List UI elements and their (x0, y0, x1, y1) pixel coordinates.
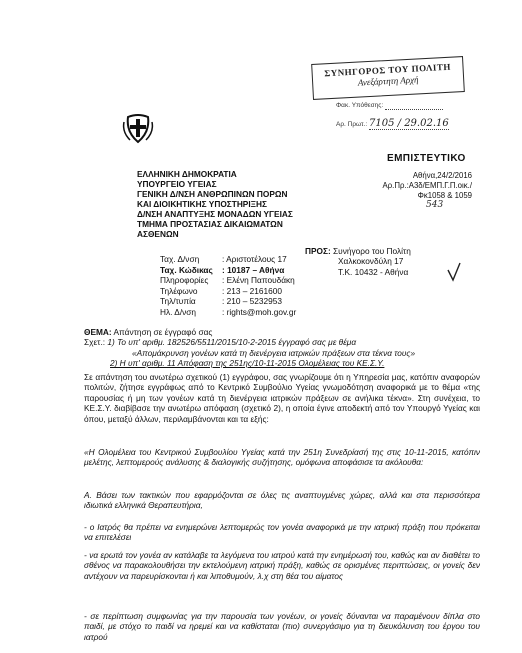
contact-value: : rights@moh.gov.gr (222, 306, 297, 317)
received-stamp (311, 56, 465, 100)
recipient-street: Χαλκοκονδύλη 17 (338, 256, 404, 267)
contact-label: Τηλέφωνο (160, 285, 198, 296)
contact-value: : 10187 – Αθήνα (222, 264, 285, 275)
reference-2: 2) Η υπ' αριθμ. 11 Απόφαση της 251ης/10-11-2015 Ολομέλειας του ΚΕ.Σ.Υ. (110, 358, 385, 369)
stamp-subtitle: Ανεξάρτητη Αρχή (357, 74, 419, 88)
contact-row (160, 296, 296, 307)
contact-value: : Ελένη Παπουδάκη (222, 275, 295, 286)
recipient-name: Συνήγορο του Πολίτη (333, 246, 411, 256)
contact-row (160, 265, 296, 276)
sender-line: ΑΣΘΕΝΩΝ (137, 229, 179, 239)
decision-bullet: - να ερωτά τον γονέα αν κατάλαβε τα λεγόμενα του ιατρού κατά την ενημέρωσή του, καθώς και αν διαθέτει το σθένος να παρακολουθήσει την εκτελούμενη ιατρική πράξη, καθώς σε ορισμένες περιπτώσεις, οι γονείς δεν αντέχουν να παρευρίσκονται ή και λιποθυμούν, λ.χ στη θέα του αίματος (84, 550, 480, 581)
contact-value: : 210 – 5232953 (222, 296, 282, 307)
stamp-protocol-row (336, 118, 449, 130)
stamp-title: ΣΥΝΗΓΟΡΟΣ ΤΟΥ ΠΟΛΙΤΗ (324, 61, 452, 79)
reference-1: 1) Το υπ' αριθμ. 182526/5511/2015/10-2-2015 έγγραφό σας με θέμα (107, 337, 357, 348)
contact-label: Ταχ. Κώδικας (160, 264, 213, 275)
sender-line: Δ/ΝΣΗ ΑΝΑΠΤΥΞΗΣ ΜΟΝΑΔΩΝ ΥΓΕΙΑΣ (137, 209, 293, 219)
greek-coat-of-arms-icon (122, 112, 154, 144)
decision-bullet: - σε περίπτωση συμφωνίας για την παρουσία των γονέων, οι γονείς δύνανται να παραμένουν δίπλα στο παιδί, με στόχο το παιδί να ηρεμεί και να καθίσταται (πιο) συνεργάσιμο για τη διευκόλυνση του έργου του ιατρού (84, 611, 480, 642)
subject-line (84, 327, 480, 337)
handwritten-check-icon (447, 262, 461, 282)
reference-1-topic: «Απομάκρυνση γονέων κατά τη διενέργεια ιατρικών πράξεων στα τέκνα τους» (132, 347, 416, 358)
classification-label: ΕΜΠΙΣΤΕΥΤΙΚΟ (387, 153, 466, 164)
contact-label: Ταχ. Δ/νση (160, 254, 200, 264)
decision-intro: «Η Ολομέλεια του Κεντρικού Συμβουλίου Υγείας κατά την 251η Συνεδρίασή της στις 10-11-2015, κατόπιν μελέτης, λεπτομερούς ανάλυσης & διαλογικής συζήτησης, ομόφωνα αποφάσισε τα ακόλουθα: (84, 447, 480, 468)
reference-line-1 (84, 337, 480, 347)
sender-line: ΚΑΙ ΔΙΟΙΚΗΤΙΚΗΣ ΥΠΟΣΤΗΡΙΞΗΣ (137, 199, 267, 209)
sender-line: ΓΕΝΙΚΗ Δ/ΝΣΗ ΑΝΘΡΩΠΙΝΩΝ ΠΟΡΩΝ (137, 189, 288, 199)
contact-block (160, 254, 296, 318)
document-date: Αθήνα,24/2/2016 (412, 171, 472, 180)
recipient-to-label: ΠΡΟΣ: (305, 246, 331, 256)
reference-label: Σχετ.: (84, 337, 106, 348)
date-block (356, 171, 472, 209)
subject-label: ΘΕΜΑ: (84, 327, 112, 337)
contact-value: : Αριστοτέλους 17 (222, 254, 287, 264)
subject-text: Απάντηση σε έγγραφό σας (113, 327, 213, 337)
stamp-file-label: Φακ. Υπόθεσης: (336, 102, 384, 109)
contact-row (160, 275, 296, 286)
stamp-file-row (336, 102, 443, 110)
body-paragraph: Σε απάντηση του ανωτέρω σχετικού (1) εγγράφου, σας γνωρίζουμε ότι η Υπηρεσία μας, κατόπιν αναφορών πολιτών, ζήτησε εγγράφως από το Κεντρικό Συμβούλιο Υγείας γνωμοδότηση αναφορικά με το θέμα «της παρουσίας ή μη των γονέων κατά τη διενέργεια ιατρικών πράξεων σε ανήλικα τέκνα». Στη συνέχεια, το ΚΕ.Σ.Υ. διαβίβασε την ανωτέρω απόφαση (σχετικό 2), η οποία έγινε αποδεκτή από τον Υπουργό Υγείας και όπου, μεταξύ άλλων, περιλαμβάνονται και τα εξής: (84, 372, 480, 424)
stamp-protocol-label: Αρ. Πρωτ.: (336, 121, 368, 128)
contact-value: : 213 – 2161600 (222, 285, 282, 296)
contact-label: Ηλ. Δ/νση (160, 306, 197, 317)
sender-block (137, 169, 293, 239)
contact-row (160, 254, 296, 265)
stamp-file-line (385, 102, 443, 110)
contact-label: Τηλ/τυπία (160, 296, 196, 307)
decision-point-a: Α. Βάσει των τακτικών που εφαρμόζονται σε όλες τις αναπτυγμένες χώρες, αλλά και στα περισσότερα ιδιωτικά ελληνικά Θεραπευτήρια, (84, 490, 480, 511)
contact-label: Πληροφορίες (160, 275, 209, 286)
subject-block (84, 327, 480, 369)
sender-line: ΤΜΗΜΑ ΠΡΟΣΤΑΣΙΑΣ ΔΙΚΑΙΩΜΑΤΩΝ (137, 219, 283, 229)
contact-row (160, 307, 296, 318)
contact-row (160, 286, 296, 297)
sender-line: ΥΠΟΥΡΓΕΙΟ ΥΓΕΙΑΣ (137, 179, 217, 189)
protocol-number: Αρ.Πρ.:Α3δ/ΕΜΠ.Γ.Π.οικ. (382, 181, 470, 190)
recipient-block (305, 246, 411, 277)
protocol-folder: /Φκ1058 & 1059 (417, 181, 472, 200)
sender-line: ΕΛΛΗΝΙΚΗ ΔΗΜΟΚΡΑΤΙΑ (137, 169, 237, 179)
recipient-line (305, 246, 411, 256)
protocol-handwritten: 543 (426, 200, 444, 210)
stamp-protocol-value: 7105 / 29.02.16 (369, 118, 449, 129)
recipient-postcode: Τ.Κ. 10432 - Αθήνα (338, 266, 409, 277)
document-protocol (356, 181, 472, 201)
decision-bullet: - ο Ιατρός θα πρέπει να ενημερώνει λεπτομερώς τον γονέα αναφορικά με την ιατρική πράξη που πρόκειται να επιτελέσει (84, 522, 480, 543)
